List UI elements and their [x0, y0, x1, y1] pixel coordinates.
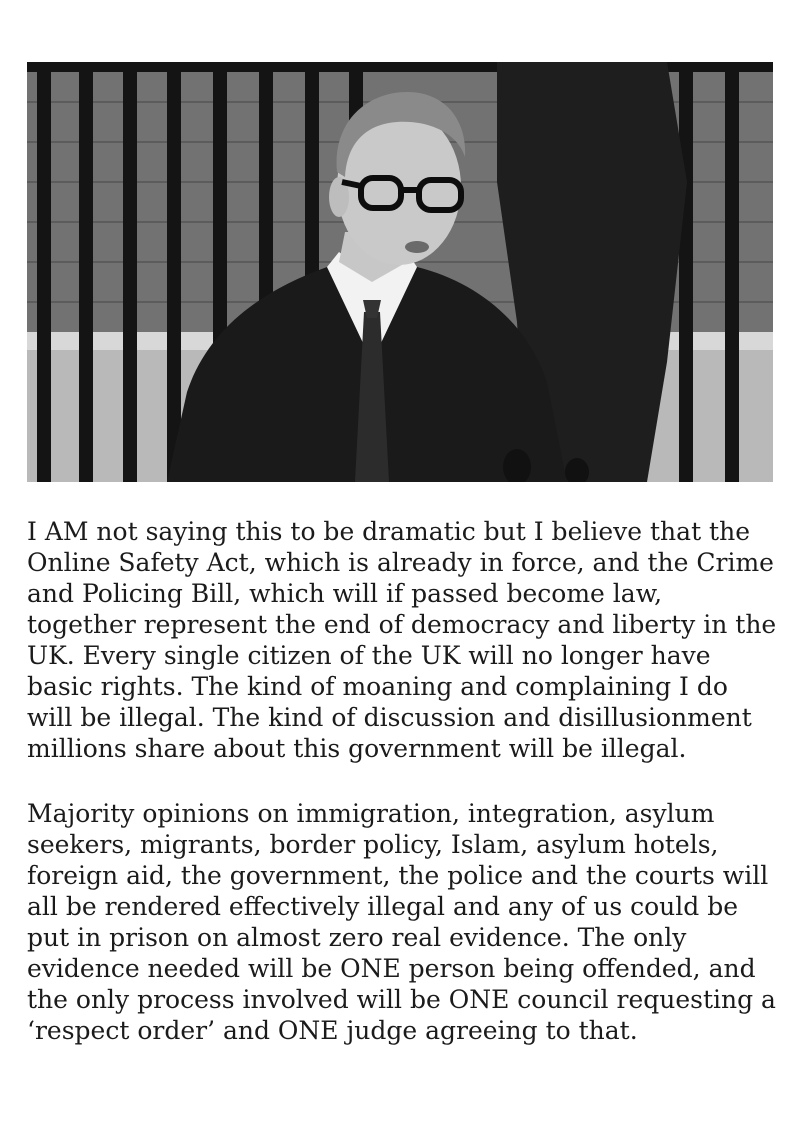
article-paragraph: Majority opinions on immigration, integration, asylum seekers, migrants, border policy, Islam, asylum hotels, foreign aid, the government, the police and the courts will all be rendered effectively illegal and any of us could be put in prison on almost zero real evidence. The only evidence needed will be ONE person being offended, and the only process involved will be ONE council requesting a ‘respect order’ and ONE judge agreeing to that. — [27, 799, 776, 1045]
article-paragraph: I AM not saying this to be dramatic but I believe that the Online Safety Act, which is already in force, and the Crime and Policing Bill, which will if passed become law, together represent the end of democracy and liberty in the UK. Every single citizen of the UK will no longer have basic rights. The kind of moaning and complaining I do will be illegal. The kind of discussion and disillusionment millions share about this government will be illegal. — [27, 517, 777, 763]
article-body — [27, 516, 777, 1080]
portrait-photo-graphic — [27, 62, 773, 482]
article-photo — [27, 62, 773, 482]
